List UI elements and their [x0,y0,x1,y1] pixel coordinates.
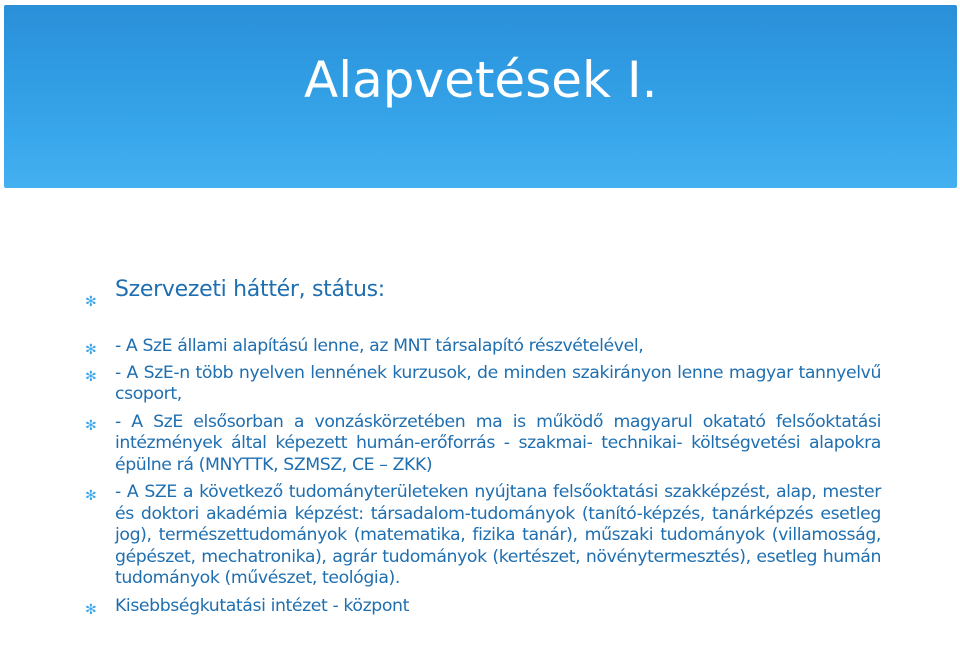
list-item-text: - A SzE-n több nyelven lennének kurzusok, de minden szakirányon lenne magyar tannyelvű csoport, [115,362,881,404]
list-item-text: - A SZE a következő tudományterületeken nyújtana felsőoktatási szakképzést, alap, mester és doktori akadémia képzést: társadalom-tudományok (tanító-képzés, tanárképzés esetleg jog), természettudományok (matematika, fizika tanár), műszaki tudományok (villamosság, gépészet, mechatronika), agrár tudományok (kertészet, növénytermesztés), esetleg humán tudományok (művészet, teológia). [115,482,881,588]
list-item [85,363,881,406]
asterisk-bullet-icon: ✻ [85,294,97,310]
list-item [85,412,881,477]
list-item-main [85,272,881,308]
slide-title: Alapvetések I. [304,51,658,109]
list-item-text: Szervezeti háttér, státus: [115,277,385,302]
bullet-list [85,272,881,617]
asterisk-bullet-icon: ✻ [85,417,97,434]
list-item [85,596,881,618]
asterisk-bullet-icon: ✻ [85,601,97,618]
list-item-text: - A SzE elsősorban a vonzáskörzetében ma is működő magyarul okatató felsőoktatási intézmények által képezett humán-erőforrás - szakmai- technikai- költségvetési alapokra épülne rá (MNYTTK, SZMSZ, CE – ZKK) [115,411,881,475]
asterisk-bullet-icon: ✻ [85,368,97,385]
asterisk-bullet-icon: ✻ [85,342,97,358]
list-item [85,336,881,358]
title-banner [4,5,957,188]
asterisk-bullet-icon: ✻ [85,488,97,504]
list-item [85,482,881,590]
list-item-text: - A SzE állami alapítású lenne, az MNT társalapító részvételével, [115,336,644,356]
list-item-text: Kisebbségkutatási intézet - központ [115,595,409,616]
